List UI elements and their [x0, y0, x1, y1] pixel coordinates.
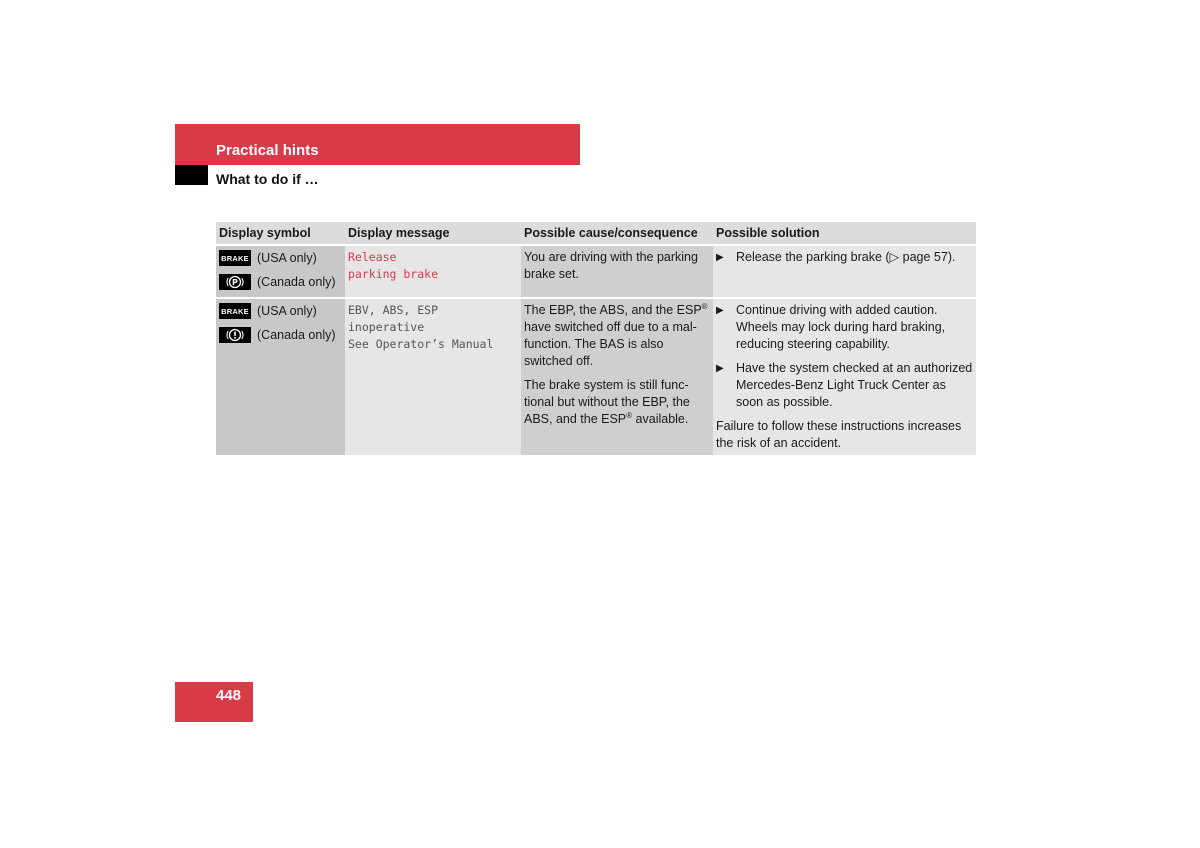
symbol-label: (USA only)	[257, 250, 317, 265]
table-row	[216, 298, 976, 456]
solution-text: Continue driving with added caution. Wheels may lock during hard braking, reducing steering capability.	[736, 303, 946, 351]
solution-cell	[713, 245, 976, 298]
section-header-bar	[175, 124, 580, 165]
column-header: Display symbol	[216, 222, 345, 245]
cause-text: The brake system is still func-tional but without the EBP, the ABS, and the ESP® available.	[524, 378, 690, 426]
message-cell	[345, 298, 521, 456]
bullet-arrow-icon: ▶	[716, 252, 724, 263]
column-header: Possible solution	[713, 222, 976, 245]
symbol-label: (Canada only)	[257, 327, 336, 342]
symbol-entry	[219, 270, 342, 294]
warning-note: Failure to follow these instructions increases the risk of an accident.	[716, 419, 962, 450]
display-message-table	[216, 222, 976, 457]
svg-text:P: P	[231, 278, 239, 287]
display-message-line: EBV, ABS, ESP inoperative	[348, 303, 439, 334]
symbol-label: (Canada only)	[257, 274, 336, 289]
brake-text-icon: BRAKE	[219, 303, 251, 319]
display-message-line: Release	[348, 250, 397, 264]
page-number-box	[175, 682, 253, 722]
table-row	[216, 245, 976, 298]
section-subtitle: What to do if …	[216, 171, 319, 187]
brake-warning-circle-icon	[219, 327, 251, 343]
page-number: 448	[216, 687, 242, 704]
column-header: Possible cause/consequence	[521, 222, 713, 245]
message-cell	[345, 245, 521, 298]
parking-p-circle-icon	[219, 274, 251, 290]
bullet-arrow-icon: ▶	[716, 305, 724, 316]
bullet-arrow-icon: ▶	[716, 363, 724, 374]
solution-text: Have the system checked at an authorized Mercedes-Benz Light Truck Center as soon as possible.	[736, 361, 973, 409]
solution-item	[716, 302, 973, 353]
column-header: Display message	[345, 222, 521, 245]
symbol-entry	[219, 323, 342, 347]
symbol-label: (USA only)	[257, 303, 317, 318]
section-title: Practical hints	[216, 142, 319, 159]
table-header-row	[216, 222, 976, 245]
section-marker	[175, 165, 208, 185]
cause-text: The EBP, the ABS, and the ESP® have switched off due to a mal-function. The BAS is also switched off.	[524, 301, 708, 368]
solution-cell	[713, 298, 976, 456]
solution-item	[716, 249, 973, 266]
symbol-entry	[219, 299, 342, 323]
cause-text: You are driving with the parking brake set.	[524, 250, 698, 281]
cause-cell	[521, 245, 713, 298]
solution-text: Release the parking brake (▷ page 57).	[736, 250, 956, 264]
brake-text-icon: BRAKE	[219, 250, 251, 266]
display-message-line: parking brake	[348, 267, 439, 281]
symbol-cell	[216, 298, 345, 456]
cause-cell	[521, 298, 713, 456]
solution-item	[716, 360, 973, 411]
symbol-entry	[219, 246, 342, 270]
symbol-cell	[216, 245, 345, 298]
display-message-line: See Operator’s Manual	[348, 337, 494, 351]
